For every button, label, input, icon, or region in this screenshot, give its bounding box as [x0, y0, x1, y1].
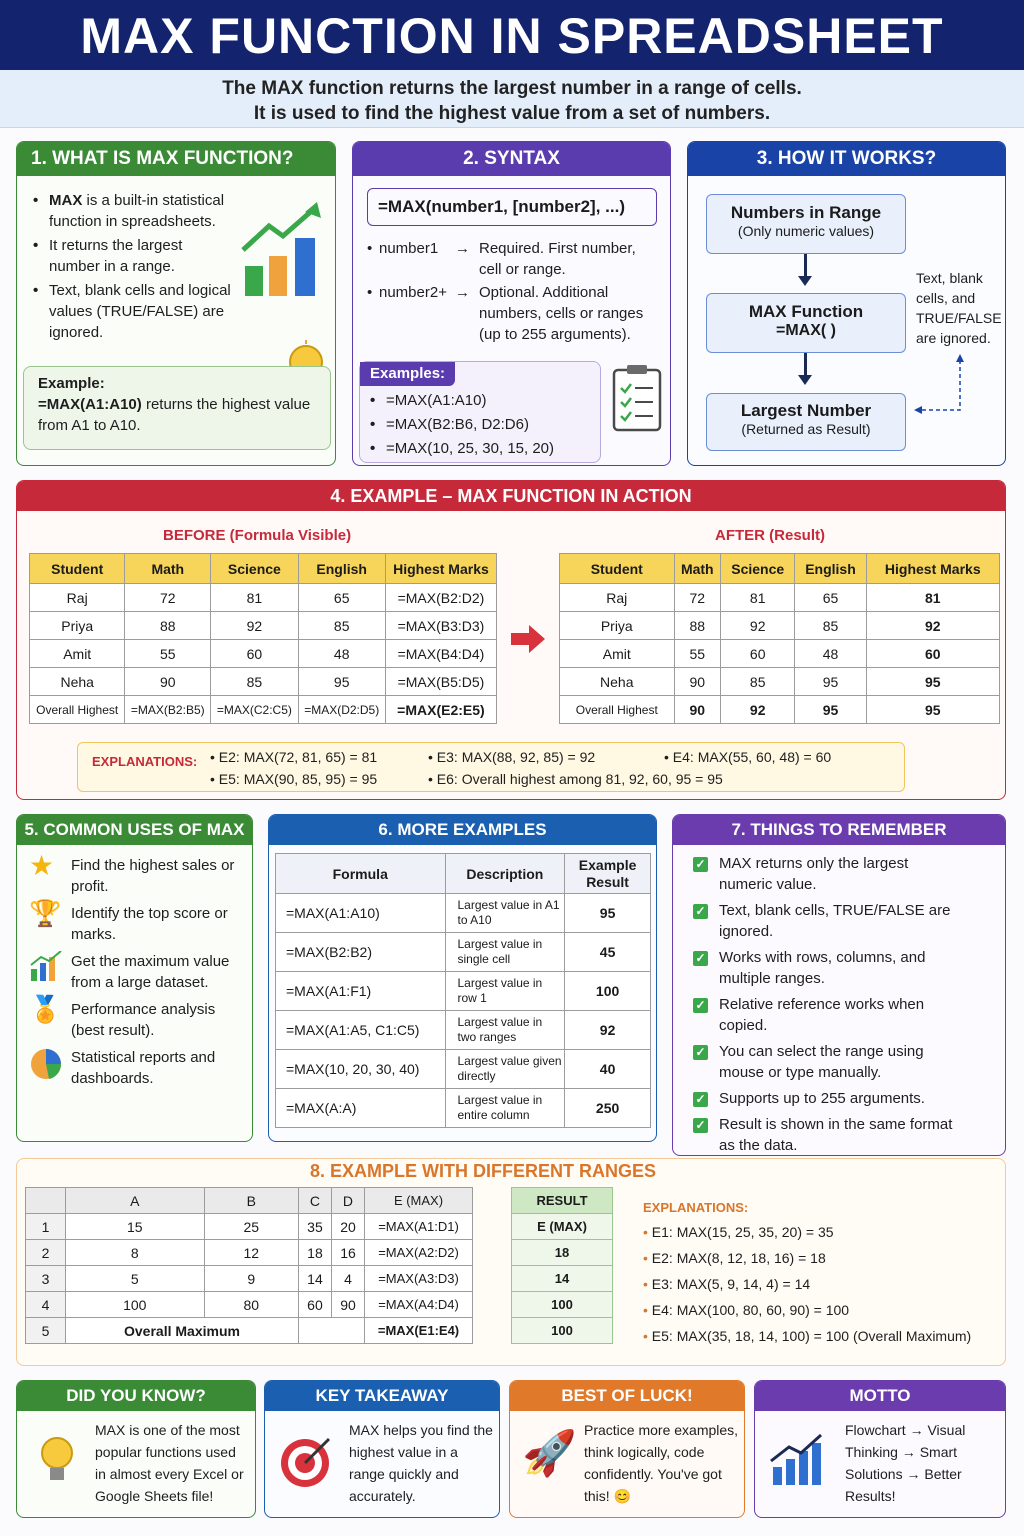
- key-takeaway-text: MAX helps you find the highest value in a range quickly and accurately.: [349, 1422, 493, 1504]
- table-row: =MAX(A1:A10) Largest value in A1 to A10 95: [276, 894, 651, 933]
- clipboard-icon: [611, 364, 663, 432]
- section-1-title: 1. WHAT IS MAX FUNCTION?: [17, 142, 335, 176]
- best-of-luck-card: [509, 1380, 745, 1518]
- table-row: Overall Highest 90 92 95 95: [560, 696, 1000, 724]
- list-item: 🏆 Identify the top score or marks.: [29, 903, 249, 951]
- star-icon: ★: [29, 850, 55, 881]
- intro-line-1: The MAX function returns the largest number in a range of cells.: [222, 78, 802, 99]
- param-number1: • number1 → Required. First number, cell or range.: [367, 240, 636, 278]
- example-formula: =MAX(A1:A10): [38, 396, 142, 413]
- table-row: Raj 72 81 65 =MAX(B2:D2): [30, 584, 497, 612]
- best-of-luck-text: Practice more examples, think logically, code confidently. You've got this! 😊: [584, 1422, 739, 1504]
- flow-arrow-head-1: [798, 276, 812, 286]
- list-item: Statistical reports and dashboards.: [29, 1047, 249, 1095]
- bullet-2: • It returns the largest number in a range.: [31, 235, 236, 277]
- table-row: 5 Overall Maximum =MAX(E1:E4): [26, 1318, 473, 1344]
- did-you-know-text: MAX is one of the most popular functions used in almost every Excel or Google Sheets file!: [95, 1422, 244, 1504]
- list-item: Get the maximum value from a large dataset.: [29, 951, 249, 999]
- table-row: Overall Highest =MAX(B2:B5) =MAX(C2:C5) =MAX(D2:D5) =MAX(E2:E5): [30, 696, 497, 724]
- table-row: 1 15 25 35 20 =MAX(A1:D1): [26, 1214, 473, 1240]
- checkbox-icon: ✓: [693, 1092, 708, 1107]
- lightbulb-icon: [35, 1431, 79, 1489]
- max-description-list: [31, 190, 236, 346]
- different-ranges-section: [16, 1158, 1006, 1366]
- before-table: Student Math Science English Highest Marks Raj 72 81 65 =MAX(B2:D2) Priya 88 92 85 =MAX(B3:D3) Amit 55 60 48 =MAX(B4:D4) Neha 90 85 95 =MAX(B5:D5) Overall Highest =MAX(B2:B5) =MAX(C2:C5) =MAX(D2:D5) =MAX(E2:E5): [29, 553, 497, 724]
- section-2-title: 2. SYNTAX: [353, 142, 670, 176]
- max-function-box: MAX Function =MAX( ): [706, 293, 906, 353]
- flow-arrow-head-2: [798, 375, 812, 385]
- example-1: • =MAX(A1:A10): [368, 390, 592, 411]
- example-label: Example:: [38, 375, 105, 392]
- more-examples-table: Formula Description Example Result =MAX(A1:A10) Largest value in A1 to A10 95 =MAX(B2:B2) Largest value in single cell 45 =MAX(A1:F1) Largest value in row 1 100 =MAX(A1:A5, C1:C5) Largest value in two ranges 92 =MAX(10, 20, 30, 40) Largest value given directly 40 =MAX(A:A) Largest value in entire column 250: [275, 853, 651, 1128]
- things-to-remember-card: [672, 814, 1006, 1156]
- did-you-know-card: [16, 1380, 256, 1518]
- examples-box: [359, 361, 601, 463]
- table-row: E (MAX): [512, 1214, 613, 1240]
- growth-chart-icon: [769, 1433, 825, 1487]
- syntax-card: [352, 141, 671, 466]
- example-action-card: [16, 480, 1006, 800]
- list-item: ✓ Supports up to 255 arguments.: [693, 1088, 993, 1114]
- table-row: Priya 88 92 85 92: [560, 612, 1000, 640]
- table-row: 100: [512, 1292, 613, 1318]
- dashed-return-arrow: [912, 352, 968, 416]
- pie-chart-icon: [29, 1047, 71, 1095]
- param-number2: • number2+ → Optional. Additional numbers, cells or ranges (up to 255 arguments).: [367, 284, 644, 343]
- trophy-icon: 🏆: [29, 898, 62, 928]
- ignored-note: Text, blank cells, and TRUE/FALSE are ignored.: [916, 270, 1002, 346]
- table-row: Amit 55 60 48 =MAX(B4:D4): [30, 640, 497, 668]
- bullet-3: • Text, blank cells and logical values (TRUE/FALSE) are ignored.: [31, 280, 236, 343]
- motto-card: [754, 1380, 1006, 1518]
- list-item: ✓ Text, blank cells, TRUE/FALSE are ignored.: [693, 900, 993, 947]
- syntax-params: [367, 238, 667, 345]
- list-item: ✓ Works with rows, columns, and multiple ranges.: [693, 947, 993, 994]
- table-row: 14: [512, 1266, 613, 1292]
- checkbox-icon: ✓: [693, 857, 708, 872]
- checkbox-icon: ✓: [693, 951, 708, 966]
- rocket-icon: 🚀: [522, 1428, 577, 1479]
- after-label: AFTER (Result): [715, 527, 825, 544]
- result-table: RESULT E (MAX) 18 14 100 100: [511, 1187, 613, 1344]
- table-row: 3 5 9 14 4 =MAX(A3:D3): [26, 1266, 473, 1292]
- explanations-label: EXPLANATIONS:: [643, 1200, 749, 1215]
- numbers-range-box: Numbers in Range (Only numeric values): [706, 194, 906, 254]
- checkbox-icon: ✓: [693, 1045, 708, 1060]
- table-row: 100: [512, 1318, 613, 1344]
- table-row: =MAX(A1:F1) Largest value in row 1 100: [276, 972, 651, 1011]
- right-arrow-icon: [511, 623, 547, 655]
- page-title: MAX FUNCTION IN SPREADSHEET: [0, 0, 1024, 70]
- key-takeaway-title: KEY TAKEAWAY: [265, 1381, 499, 1411]
- largest-number-box: Largest Number (Returned as Result): [706, 393, 906, 451]
- syntax-formula: =MAX(number1, [number2], ...): [367, 188, 657, 226]
- checkbox-icon: ✓: [693, 998, 708, 1013]
- section-3-title: 3. HOW IT WORKS?: [688, 142, 1005, 176]
- table-row: Neha 90 85 95 95: [560, 668, 1000, 696]
- table-row: =MAX(A:A) Largest value in entire column 250: [276, 1089, 651, 1128]
- table-row: Priya 88 92 85 =MAX(B3:D3): [30, 612, 497, 640]
- common-uses-card: [16, 814, 253, 1142]
- how-it-works-card: [687, 141, 1006, 466]
- table-row: =MAX(10, 20, 30, 40) Largest value given directly 40: [276, 1050, 651, 1089]
- medal-icon: 🏅: [29, 994, 62, 1024]
- uses-list: [29, 850, 249, 1095]
- table-row: Amit 55 60 48 60: [560, 640, 1000, 668]
- list-item: ★ Find the highest sales or profit.: [29, 855, 249, 903]
- intro-text: [0, 70, 1024, 128]
- best-of-luck-title: BEST OF LUCK!: [510, 1381, 744, 1411]
- ranges-explanations: EXPLANATIONS: • E1: MAX(15, 25, 35, 20) = 35 • E2: MAX(8, 12, 18, 16) = 18 • E3: MAX(5, 9, 14, 4) = 14 • E4: MAX(100, 80, 60, 90) = 100 • E5: MAX(35, 18, 14, 100) = 100 (Overall Maximum): [643, 1197, 1003, 1349]
- section-5-title: 5. COMMON USES OF MAX: [17, 815, 252, 845]
- intro-line-2: It is used to find the highest value from a set of numbers.: [253, 103, 771, 124]
- section-8-title: 8. EXAMPLE WITH DIFFERENT RANGES: [309, 1161, 657, 1181]
- explanations-label: EXPLANATIONS:: [92, 754, 198, 769]
- remember-list: [693, 853, 993, 1156]
- motto-title: MOTTO: [755, 1381, 1005, 1411]
- section-7-title: 7. THINGS TO REMEMBER: [673, 815, 1005, 845]
- ranges-table: A B C D E (MAX) 1 15 25 35 20 =MAX(A1:D1) 2 8 12 18 16 =MAX(A2:D2) 3 5 9 14 4 =MAX(A3:D3) 4 100 80 60 90 =MAX(A4:D4) 5 Overall Maximum =MAX(E1:E4): [25, 1187, 473, 1344]
- explanations-box: EXPLANATIONS: • E2: MAX(72, 81, 65) = 81 • E3: MAX(88, 92, 85) = 92 • E4: MAX(55, 60, 48) = 60 • E5: MAX(90, 85, 95) = 95 • E6: Overall highest among 81, 92, 60, 95 = 95: [77, 742, 905, 792]
- table-row: =MAX(A1:A5, C1:C5) Largest value in two ranges 92: [276, 1011, 651, 1050]
- example-box: [23, 366, 331, 450]
- target-icon: [279, 1435, 333, 1489]
- table-row: 18: [512, 1240, 613, 1266]
- what-is-max-card: [16, 141, 336, 466]
- bullet-1: • MAX is a built-in statistical function in spreadsheets.: [31, 190, 236, 232]
- checkbox-icon: ✓: [693, 1118, 708, 1133]
- more-examples-card: [268, 814, 657, 1142]
- bar-chart-icon: [29, 951, 71, 999]
- section-6-title: 6. MORE EXAMPLES: [269, 815, 656, 845]
- list-item: ✓ Relative reference works when copied.: [693, 994, 993, 1041]
- list-item: 🏅 Performance analysis (best result).: [29, 999, 249, 1047]
- list-item: ✓ MAX returns only the largest numeric value.: [693, 853, 993, 900]
- table-row: Neha 90 85 95 =MAX(B5:D5): [30, 668, 497, 696]
- table-row: 2 8 12 18 16 =MAX(A2:D2): [26, 1240, 473, 1266]
- key-takeaway-card: [264, 1380, 500, 1518]
- table-row: 4 100 80 60 90 =MAX(A4:D4): [26, 1292, 473, 1318]
- example-2: • =MAX(B2:B6, D2:D6): [368, 414, 592, 435]
- motto-text: Flowchart → Visual Thinking → Smart Solutions → Better Results!: [845, 1422, 966, 1504]
- table-row: Raj 72 81 65 81: [560, 584, 1000, 612]
- growth-chart-icon: [239, 200, 331, 300]
- list-item: ✓ You can select the range using mouse or type manually.: [693, 1041, 993, 1088]
- section-4-title: 4. EXAMPLE – MAX FUNCTION IN ACTION: [17, 481, 1005, 511]
- list-item: ✓ Result is shown in the same format as the data.: [693, 1114, 993, 1156]
- before-label: BEFORE (Formula Visible): [163, 527, 352, 544]
- example-3: • =MAX(10, 25, 30, 15, 20): [368, 438, 592, 459]
- examples-label: Examples:: [360, 362, 455, 386]
- checkbox-icon: ✓: [693, 904, 708, 919]
- table-row: =MAX(B2:B2) Largest value in single cell 45: [276, 933, 651, 972]
- after-table: Student Math Science English Highest Marks Raj 72 81 65 81 Priya 88 92 85 92 Amit 55 60 48 60 Neha 90 85 95 95 Overall Highest 90 92 95 95: [559, 553, 1000, 724]
- did-you-know-title: DID YOU KNOW?: [17, 1381, 255, 1411]
- example-text: returns the highest value from A1 to A10.: [38, 396, 311, 434]
